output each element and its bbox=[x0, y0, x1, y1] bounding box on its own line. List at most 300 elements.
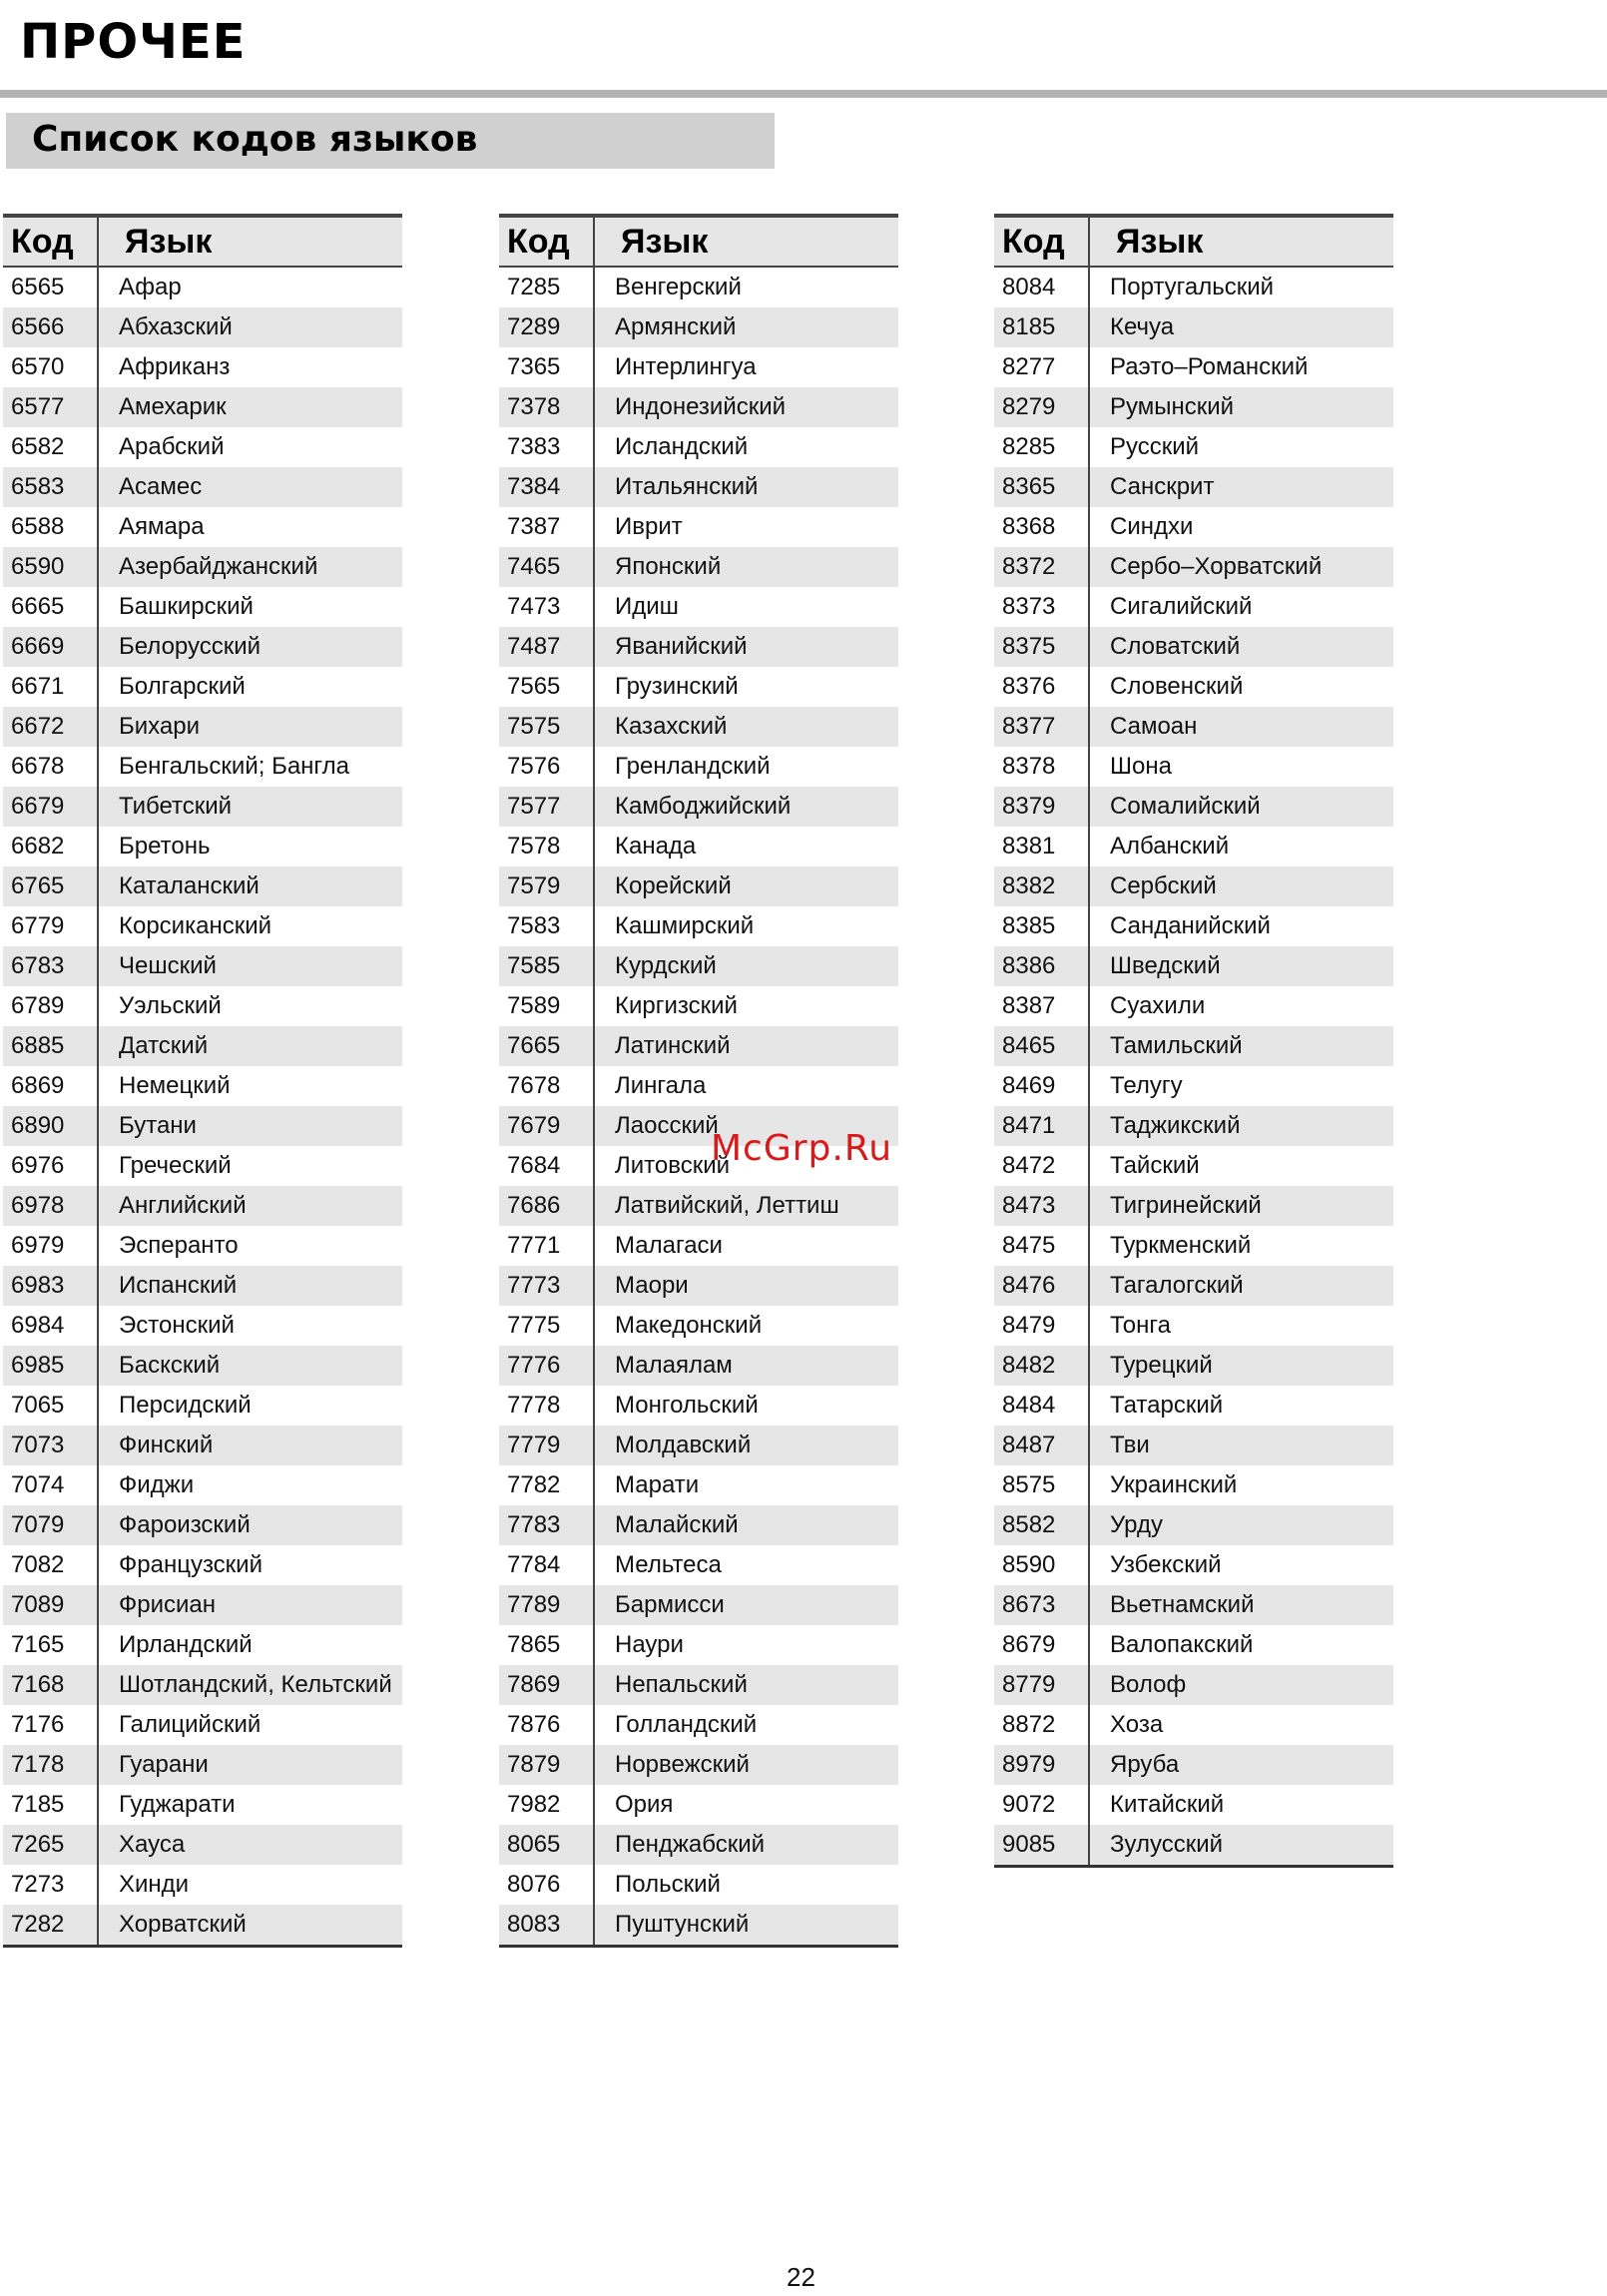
table-row bbox=[499, 986, 898, 1026]
language-name: Бармисси bbox=[615, 1591, 725, 1618]
language-name: Японский bbox=[615, 553, 722, 580]
language-name: Кечуа bbox=[1110, 313, 1175, 340]
table-row bbox=[499, 1785, 898, 1825]
table-row bbox=[3, 1346, 402, 1386]
language-name: Бретонь bbox=[119, 833, 211, 860]
language-code: 8376 bbox=[994, 667, 1090, 707]
table-row bbox=[499, 787, 898, 827]
page-title: ПРОЧЕЕ bbox=[20, 14, 247, 70]
language-name: Пенджабский bbox=[615, 1831, 766, 1858]
language-code: 7779 bbox=[499, 1426, 595, 1465]
language-name: Тонга bbox=[1110, 1312, 1171, 1339]
language-code: 6765 bbox=[3, 866, 99, 906]
language-code: 7876 bbox=[499, 1705, 595, 1745]
table-row bbox=[499, 747, 898, 787]
language-name: Корсиканский bbox=[119, 912, 272, 939]
language-name: Уэльский bbox=[119, 992, 222, 1019]
language-name: Хинди bbox=[119, 1871, 190, 1898]
language-code: 8476 bbox=[994, 1266, 1090, 1306]
language-code: 6869 bbox=[3, 1066, 99, 1106]
language-code: 8472 bbox=[994, 1146, 1090, 1186]
language-code: 6566 bbox=[3, 307, 99, 347]
language-name: Фиджи bbox=[119, 1471, 195, 1498]
language-name: Исландский bbox=[615, 433, 749, 460]
language-name: Валопакский bbox=[1110, 1631, 1254, 1658]
table-row bbox=[3, 1426, 402, 1465]
language-code: 7578 bbox=[499, 827, 595, 866]
table-row bbox=[994, 1785, 1393, 1825]
language-name: Арабский bbox=[119, 433, 225, 460]
table-row bbox=[994, 946, 1393, 986]
table-row bbox=[3, 1186, 402, 1226]
table-row bbox=[499, 1585, 898, 1625]
language-name: Лингала bbox=[615, 1072, 707, 1099]
table-row bbox=[994, 547, 1393, 587]
language-code: 6582 bbox=[3, 427, 99, 467]
language-name: Идиш bbox=[615, 593, 679, 620]
language-name: Итальянский bbox=[615, 473, 759, 500]
language-code: 6983 bbox=[3, 1266, 99, 1306]
language-code: 7168 bbox=[3, 1665, 99, 1705]
language-name: Персидский bbox=[119, 1392, 252, 1419]
language-code: 7778 bbox=[499, 1386, 595, 1426]
language-name: Латинский bbox=[615, 1032, 731, 1059]
table-row bbox=[3, 507, 402, 547]
language-name: Телугу bbox=[1110, 1072, 1183, 1099]
language-name: Башкирский bbox=[119, 593, 254, 620]
table-row bbox=[3, 387, 402, 427]
table-row bbox=[994, 1705, 1393, 1745]
language-name: Мельтеса bbox=[615, 1551, 722, 1578]
language-code: 7775 bbox=[499, 1306, 595, 1346]
language-name: Монгольский bbox=[615, 1392, 759, 1419]
language-code: 7865 bbox=[499, 1625, 595, 1665]
language-name: Польский bbox=[615, 1871, 721, 1898]
table-row bbox=[994, 587, 1393, 627]
language-code: 8378 bbox=[994, 747, 1090, 787]
table-row bbox=[499, 467, 898, 507]
language-name: Корейский bbox=[615, 872, 732, 899]
header-language: Язык bbox=[125, 223, 213, 261]
language-name: Африканз bbox=[119, 353, 231, 380]
language-code: 6588 bbox=[3, 507, 99, 547]
table-row bbox=[3, 667, 402, 707]
language-code: 8487 bbox=[994, 1426, 1090, 1465]
language-code: 8679 bbox=[994, 1625, 1090, 1665]
language-code: 8386 bbox=[994, 946, 1090, 986]
language-name: Норвежский bbox=[615, 1751, 750, 1778]
table-row bbox=[499, 1426, 898, 1465]
table-row bbox=[499, 1226, 898, 1266]
table-row bbox=[994, 307, 1393, 347]
language-code: 6682 bbox=[3, 827, 99, 866]
header-code: Код bbox=[994, 218, 1090, 266]
language-code: 8582 bbox=[994, 1505, 1090, 1545]
language-code: 8590 bbox=[994, 1545, 1090, 1585]
table-row bbox=[3, 747, 402, 787]
language-name: Санскрит bbox=[1110, 473, 1215, 500]
table-row bbox=[3, 1825, 402, 1865]
table-row bbox=[499, 268, 898, 307]
language-code: 6783 bbox=[3, 946, 99, 986]
table-row bbox=[499, 1545, 898, 1585]
table-row bbox=[994, 1426, 1393, 1465]
language-name: Словенский bbox=[1110, 673, 1244, 700]
language-code: 7565 bbox=[499, 667, 595, 707]
table-row bbox=[499, 707, 898, 747]
table-row bbox=[3, 1625, 402, 1665]
language-code: 8377 bbox=[994, 707, 1090, 747]
language-name: Тайский bbox=[1110, 1152, 1200, 1179]
language-name: Абхазский bbox=[119, 313, 233, 340]
language-name: Пуштунский bbox=[615, 1911, 750, 1938]
language-name: Узбекский bbox=[1110, 1551, 1222, 1578]
watermark: McGrp.Ru bbox=[711, 1128, 893, 1169]
table-row bbox=[994, 1825, 1393, 1865]
language-code: 8979 bbox=[994, 1745, 1090, 1785]
table-row bbox=[3, 1905, 402, 1945]
table-row bbox=[499, 1745, 898, 1785]
table-row bbox=[994, 1066, 1393, 1106]
language-name: Белорусский bbox=[119, 633, 262, 660]
language-code: 8475 bbox=[994, 1226, 1090, 1266]
language-code: 7082 bbox=[3, 1545, 99, 1585]
language-name: Румынский bbox=[1110, 393, 1235, 420]
language-code: 8065 bbox=[499, 1825, 595, 1865]
language-code: 6665 bbox=[3, 587, 99, 627]
table-row bbox=[994, 1465, 1393, 1505]
language-table-3 bbox=[994, 214, 1393, 1868]
language-code: 7879 bbox=[499, 1745, 595, 1785]
table-row bbox=[3, 1266, 402, 1306]
language-code: 8673 bbox=[994, 1585, 1090, 1625]
language-code: 7265 bbox=[3, 1825, 99, 1865]
table-row bbox=[499, 1665, 898, 1705]
header-language: Язык bbox=[621, 223, 709, 261]
language-name: Голландский bbox=[615, 1711, 758, 1738]
language-code: 7273 bbox=[3, 1865, 99, 1905]
language-code: 7073 bbox=[3, 1426, 99, 1465]
language-code: 8575 bbox=[994, 1465, 1090, 1505]
table-row bbox=[3, 1066, 402, 1106]
language-code: 7065 bbox=[3, 1386, 99, 1426]
language-name: Украинский bbox=[1110, 1471, 1238, 1498]
table-row bbox=[499, 1465, 898, 1505]
language-code: 6565 bbox=[3, 268, 99, 307]
language-code: 6789 bbox=[3, 986, 99, 1026]
language-name: Таджикский bbox=[1110, 1112, 1241, 1139]
language-code: 8385 bbox=[994, 906, 1090, 946]
language-code: 8373 bbox=[994, 587, 1090, 627]
language-name: Малайский bbox=[615, 1511, 739, 1538]
language-code: 7282 bbox=[3, 1905, 99, 1945]
table-row bbox=[3, 1226, 402, 1266]
language-name: Каталанский bbox=[119, 872, 260, 899]
language-code: 8382 bbox=[994, 866, 1090, 906]
table-row bbox=[994, 347, 1393, 387]
table-row bbox=[499, 1186, 898, 1226]
section-title: Список кодов языков bbox=[32, 119, 478, 160]
table-row bbox=[499, 547, 898, 587]
table-row bbox=[3, 866, 402, 906]
language-name: Английский bbox=[119, 1192, 247, 1219]
table-row bbox=[3, 1585, 402, 1625]
language-name: Немецкий bbox=[119, 1072, 231, 1099]
language-name: Зулусский bbox=[1110, 1831, 1224, 1858]
language-code: 8387 bbox=[994, 986, 1090, 1026]
language-code: 6984 bbox=[3, 1306, 99, 1346]
language-name: Азербайджанский bbox=[119, 553, 318, 580]
language-name: Шона bbox=[1110, 753, 1172, 780]
language-code: 6583 bbox=[3, 467, 99, 507]
language-name: Непальский bbox=[615, 1671, 748, 1698]
language-code: 7384 bbox=[499, 467, 595, 507]
language-code: 8368 bbox=[994, 507, 1090, 547]
table-row bbox=[499, 1905, 898, 1945]
language-name: Хауса bbox=[119, 1831, 186, 1858]
language-name: Тви bbox=[1110, 1432, 1150, 1458]
language-name: Канада bbox=[615, 833, 697, 860]
language-table-1 bbox=[3, 214, 402, 1948]
language-code: 7074 bbox=[3, 1465, 99, 1505]
table-row bbox=[3, 627, 402, 667]
table-row bbox=[499, 507, 898, 547]
language-name: Яруба bbox=[1110, 1751, 1180, 1778]
table-row bbox=[3, 1865, 402, 1905]
table-row bbox=[994, 707, 1393, 747]
language-name: Словатский bbox=[1110, 633, 1241, 660]
language-code: 8465 bbox=[994, 1026, 1090, 1066]
table-row bbox=[499, 347, 898, 387]
language-name: Амехарик bbox=[119, 393, 227, 420]
language-name: Чешский bbox=[119, 952, 217, 979]
language-code: 8372 bbox=[994, 547, 1090, 587]
table-row bbox=[994, 507, 1393, 547]
language-name: Фрисиан bbox=[119, 1591, 217, 1618]
table-row bbox=[499, 667, 898, 707]
table-row bbox=[499, 1066, 898, 1106]
language-code: 7686 bbox=[499, 1186, 595, 1226]
table-row bbox=[499, 1505, 898, 1545]
table-row bbox=[994, 1346, 1393, 1386]
language-name: Камбоджийский bbox=[615, 793, 792, 820]
table-row bbox=[994, 1146, 1393, 1186]
language-name: Литовский bbox=[615, 1152, 731, 1179]
language-name: Малаялам bbox=[615, 1352, 733, 1379]
header-language: Язык bbox=[1116, 223, 1204, 261]
language-code: 6570 bbox=[3, 347, 99, 387]
table-row bbox=[3, 347, 402, 387]
language-code: 6890 bbox=[3, 1106, 99, 1146]
language-code: 9085 bbox=[994, 1825, 1090, 1865]
language-name: Сомалийский bbox=[1110, 793, 1261, 820]
language-name: Бутани bbox=[119, 1112, 197, 1139]
language-code: 7576 bbox=[499, 747, 595, 787]
table-body bbox=[994, 268, 1393, 1868]
table-row bbox=[3, 906, 402, 946]
language-name: Татарский bbox=[1110, 1392, 1224, 1419]
language-name: Бенгальский; Бангла bbox=[119, 753, 350, 780]
table-row bbox=[994, 866, 1393, 906]
language-code: 6679 bbox=[3, 787, 99, 827]
table-row bbox=[3, 707, 402, 747]
table-row bbox=[3, 427, 402, 467]
language-code: 8375 bbox=[994, 627, 1090, 667]
language-code: 7185 bbox=[3, 1785, 99, 1825]
table-row bbox=[994, 1545, 1393, 1585]
language-name: Шотландский, Кельтский bbox=[119, 1671, 392, 1698]
language-name: Шведский bbox=[1110, 952, 1221, 979]
table-row bbox=[3, 1745, 402, 1785]
language-code: 8469 bbox=[994, 1066, 1090, 1106]
table-row bbox=[499, 1266, 898, 1306]
table-row bbox=[994, 906, 1393, 946]
language-code: 7176 bbox=[3, 1705, 99, 1745]
header-code: Код bbox=[499, 218, 595, 266]
table-row bbox=[994, 627, 1393, 667]
table-row bbox=[499, 1825, 898, 1865]
language-code: 6671 bbox=[3, 667, 99, 707]
language-name: Волоф bbox=[1110, 1671, 1187, 1698]
table-row bbox=[499, 866, 898, 906]
language-code: 7784 bbox=[499, 1545, 595, 1585]
language-name: Гренландский bbox=[615, 753, 771, 780]
table-row bbox=[994, 1745, 1393, 1785]
table-row bbox=[499, 1306, 898, 1346]
language-name: Испанский bbox=[119, 1272, 238, 1299]
language-name: Гуарани bbox=[119, 1751, 209, 1778]
table-body bbox=[3, 268, 402, 1948]
table-row bbox=[3, 986, 402, 1026]
table-row bbox=[499, 1026, 898, 1066]
language-code: 7387 bbox=[499, 507, 595, 547]
language-name: Вьетнамский bbox=[1110, 1591, 1255, 1618]
language-code: 7289 bbox=[499, 307, 595, 347]
table-row bbox=[994, 1186, 1393, 1226]
language-name: Кашмирский bbox=[615, 912, 755, 939]
page-number: 22 bbox=[787, 2262, 815, 2292]
language-name: Французский bbox=[119, 1551, 263, 1578]
language-code: 8084 bbox=[994, 268, 1090, 307]
language-name: Асамес bbox=[119, 473, 203, 500]
language-name: Датский bbox=[119, 1032, 209, 1059]
language-code: 7789 bbox=[499, 1585, 595, 1625]
language-code: 6672 bbox=[3, 707, 99, 747]
language-name: Тибетский bbox=[119, 793, 233, 820]
language-code: 8381 bbox=[994, 827, 1090, 866]
table-row bbox=[994, 1026, 1393, 1066]
language-name: Самоан bbox=[1110, 713, 1198, 740]
language-code: 7684 bbox=[499, 1146, 595, 1186]
table-row bbox=[499, 827, 898, 866]
language-name: Урду bbox=[1110, 1511, 1163, 1538]
language-name: Молдавский bbox=[615, 1432, 752, 1458]
table-row bbox=[994, 667, 1393, 707]
language-code: 6590 bbox=[3, 547, 99, 587]
language-name: Индонезийский bbox=[615, 393, 787, 420]
language-name: Греческий bbox=[119, 1152, 232, 1179]
language-code: 6669 bbox=[3, 627, 99, 667]
language-name: Венгерский bbox=[615, 274, 742, 300]
language-name: Русский bbox=[1110, 433, 1200, 460]
language-code: 7465 bbox=[499, 547, 595, 587]
table-row bbox=[994, 427, 1393, 467]
table-row bbox=[3, 587, 402, 627]
language-name: Турецкий bbox=[1110, 1352, 1213, 1379]
table-row bbox=[3, 1106, 402, 1146]
table-row bbox=[994, 387, 1393, 427]
table-row bbox=[3, 1545, 402, 1585]
language-name: Иврит bbox=[615, 513, 683, 540]
language-code: 7773 bbox=[499, 1266, 595, 1306]
language-name: Сербский bbox=[1110, 872, 1217, 899]
language-name: Тагалогский bbox=[1110, 1272, 1244, 1299]
language-code: 7583 bbox=[499, 906, 595, 946]
language-name: Баскский bbox=[119, 1352, 221, 1379]
language-name: Маори bbox=[615, 1272, 689, 1299]
table-row bbox=[499, 1625, 898, 1665]
table-row bbox=[3, 1386, 402, 1426]
language-code: 7178 bbox=[3, 1745, 99, 1785]
language-name: Ория bbox=[615, 1791, 674, 1818]
language-code: 7776 bbox=[499, 1346, 595, 1386]
language-name: Сербо–Хорватский bbox=[1110, 553, 1323, 580]
language-code: 6976 bbox=[3, 1146, 99, 1186]
table-row bbox=[994, 1306, 1393, 1346]
table-row bbox=[499, 946, 898, 986]
table-row bbox=[3, 1665, 402, 1705]
language-code: 7678 bbox=[499, 1066, 595, 1106]
language-name: Афар bbox=[119, 274, 182, 300]
language-name: Аямара bbox=[119, 513, 205, 540]
language-code: 7378 bbox=[499, 387, 595, 427]
language-name: Гуджарати bbox=[119, 1791, 236, 1818]
table-row bbox=[3, 1465, 402, 1505]
table-row bbox=[499, 307, 898, 347]
language-code: 7679 bbox=[499, 1106, 595, 1146]
table-row bbox=[3, 467, 402, 507]
language-code: 7579 bbox=[499, 866, 595, 906]
table-row bbox=[499, 1705, 898, 1745]
table-row bbox=[499, 1386, 898, 1426]
table-row bbox=[994, 1505, 1393, 1545]
language-table-2 bbox=[499, 214, 898, 1948]
language-code: 8277 bbox=[994, 347, 1090, 387]
language-name: Армянский bbox=[615, 313, 737, 340]
language-name: Марати bbox=[615, 1471, 700, 1498]
table-row bbox=[994, 1585, 1393, 1625]
language-name: Яванийский bbox=[615, 633, 748, 660]
language-name: Тигринейский bbox=[1110, 1192, 1262, 1219]
language-code: 7575 bbox=[499, 707, 595, 747]
table-row bbox=[3, 1146, 402, 1186]
language-code: 7589 bbox=[499, 986, 595, 1026]
language-name: Хорватский bbox=[119, 1911, 247, 1938]
language-code: 8285 bbox=[994, 427, 1090, 467]
language-name: Тамильский bbox=[1110, 1032, 1243, 1059]
table-row bbox=[3, 1026, 402, 1066]
table-row bbox=[499, 906, 898, 946]
table-row bbox=[499, 1865, 898, 1905]
language-name: Грузинский bbox=[615, 673, 739, 700]
table-row bbox=[3, 1505, 402, 1545]
title-rule bbox=[0, 90, 1607, 98]
language-code: 7771 bbox=[499, 1226, 595, 1266]
table-row bbox=[3, 787, 402, 827]
table-row bbox=[994, 467, 1393, 507]
language-name: Галицийский bbox=[119, 1711, 262, 1738]
language-code: 7165 bbox=[3, 1625, 99, 1665]
